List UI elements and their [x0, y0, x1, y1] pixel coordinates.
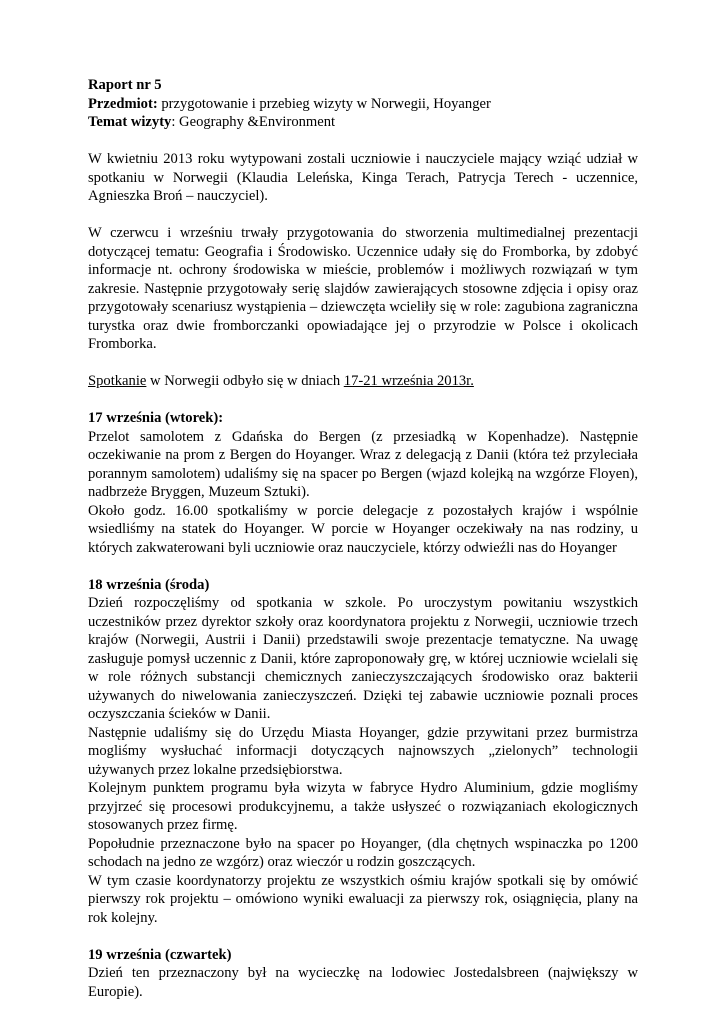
day3-paragraph-1: Dzień ten przeznaczony był na wycieczkę na lodowiec Jostedalsbreen (największy w Europie).: [88, 965, 638, 1000]
theme-label: Temat wizyty: [88, 114, 172, 130]
day1-paragraph-2: Około godz. 16.00 spotkaliśmy w porcie delegacje z pozostałych krajów i wspólnie wsiedliśmy na statek do Hoyanger. W porcie w Hoyanger oczekiwały na nas rodziny, u których zakwaterowani byli uczniowie oraz nauczyciele, którzy odwieźli nas do Hoyanger: [88, 502, 638, 556]
day2-paragraph-2: Następnie udaliśmy się do Urzędu Miasta Hoyanger, gdzie przywitani przez burmistrza mogliśmy wysłuchać informacji dotyczących najnowszych „zielonych” technologii używanych przez lokalne przedsiębiorstwa.: [88, 724, 638, 778]
day2-paragraph-3: Kolejnym punktem programu była wizyta w fabryce Hydro Aluminium, gdzie mogliśmy przyjrzeć się procesowi produkcyjnemu, a także usłyszeć o rozwiązaniach ekologicznych stosowanych przez firmę.: [88, 780, 638, 833]
meeting-dates-line: [88, 372, 638, 391]
report-title: Raport nr 5: [88, 77, 162, 93]
meeting-dates: 17-21 września 2013r.: [343, 373, 474, 389]
day1-paragraph-1: Przelot samolotem z Gdańska do Bergen (z przesiadką w Kopenhadze). Następnie oczekiwanie na prom z Bergen do Hoyanger. Wraz z delegacją z Danii (która też przyleciała porannym samolotem) udaliśmy się na spacer po Bergen (wjazd kolejką na wzgórze Floyen), nadbrzeże Bryggen, Muzeum Sztuki).: [88, 428, 638, 500]
meeting-middle: w Norwegii odbyło się w dniach: [146, 373, 344, 389]
document-page: [88, 76, 638, 1001]
day2-paragraph-5: W tym czasie koordynatorzy projektu ze wszystkich ośmiu krajów spotkali się by omówić pierwszy rok projektu – omówiono wyniki ewaluacji za pierwszy rok, osiągnięcia, plany na rok kolejny.: [88, 872, 638, 926]
day3-title: 19 września (czwartek): [88, 946, 232, 963]
day1-title: 17 września (wtorek):: [88, 410, 224, 426]
theme-line: [88, 113, 638, 132]
day2-paragraph-1: Dzień rozpoczęliśmy od spotkania w szkole. Po uroczystym powitaniu wszystkich uczestników przez dyrektor szkoły oraz koordynatora projektu z Norwegii, uczniowie trzech krajów (Norwegii, Austrii i Danii) przedstawili swoje prezentacje tematyczne. Na uwagę zasługuje pomysł uczennic z Danii, które zaproponowały grę, w której uczniowie wcielali się w role różnych substancji chemicznych zanieczyszczających środowisko oraz bakterii używanych do niwelowania zanieczyszczeń. Dzięki tej zabawie uczniowie poznali proces oczyszczania ścieków w Danii.: [88, 595, 638, 722]
meeting-word: Spotkanie: [88, 373, 147, 389]
day2-paragraph-4: Popołudnie przeznaczone było na spacer po Hoyanger, (dla chętnych wspinaczka po 1200 schodach na jedno ze wzgórz) oraz wieczór u rodzin goszczących.: [88, 835, 638, 870]
theme-value: : Geography &Environment: [171, 114, 336, 130]
day2-title: 18 września (środa): [88, 576, 210, 593]
subject-line: [88, 95, 638, 114]
intro-paragraph-1: W kwietniu 2013 roku wytypowani zostali uczniowie i nauczyciele mający wziąć udział w spotkaniu w Norwegii (Klaudia Leleńska, Kinga Terach, Patrycja Terech - uczennice, Agnieszka Broń – nauczyciel).: [88, 151, 638, 204]
subject-label: Przedmiot:: [88, 95, 158, 112]
subject-value: przygotowanie i przebieg wizyty w Norwegii, Hoyanger: [157, 95, 491, 112]
intro-paragraph-2: W czerwcu i wrześniu trwały przygotowania do stworzenia multimedialnej prezentacji dotyczącej tematu: Geografia i Środowisko. Uczennice udały się do Fromborka, by zdobyć informacje nt. ochrony środowiska w mieście, problemów i możliwych rozwiązań w tym zakresie. Następnie przygotowały serię slajdów zawierających stosowne zdjęcia i opisy oraz przygotowały scenariusz wystąpienia – dziewczęta wcieliły się w role: zagubiona zagraniczna turystka oraz dwie fromborczanki opowiadające jej o przyrodzie w Polsce i okolicach Fromborka.: [88, 225, 638, 352]
